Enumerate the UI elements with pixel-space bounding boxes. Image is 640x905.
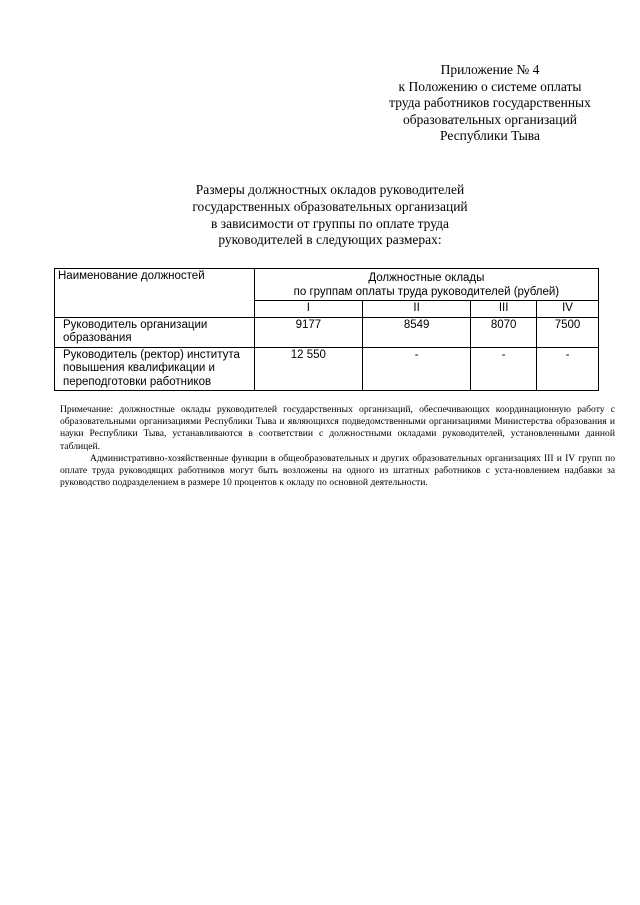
document-title [120,182,540,249]
position-name-cell: Руководитель (ректор) института повышения квалификации и переподготовки работников [55,347,255,391]
title-line: в зависимости от группы по оплате труда [211,215,449,231]
group-header-3: III [471,301,537,318]
appendix-header [360,62,620,145]
appendix-line: Республики Тыва [440,128,540,143]
header-salary-title: Должностные оклады [368,272,485,284]
title-line: руководителей в следующих размерах: [218,232,442,248]
salary-cell: - [537,347,599,391]
salary-cell: - [363,347,471,391]
group-header-1: I [254,301,362,318]
salary-cell: 8070 [471,317,537,347]
title-line: государственных образовательных организаций [192,198,468,214]
title-line: Размеры должностных окладов руководителей [195,182,465,197]
appendix-line: труда работников государственных [389,95,591,110]
appendix-line: к Положению о системе оплаты [398,78,582,94]
salary-cell: 9177 [254,317,362,347]
group-header-4: IV [537,301,599,318]
header-salary-group [254,269,598,301]
table-note [60,404,615,489]
table-row [55,347,599,391]
note-paragraph: Административно-хозяйственные функции в общеобразовательных и других образовательных организациях III и IV групп по оплате труда руководящих работников могут быть возложены на одного из штатных работников с уста-новлением надбавки за руководство подразделением в размере 10 процентов к окладу по основной деятельности. [60,452,615,489]
salary-cell: 7500 [537,317,599,347]
note-paragraph: Примечание: должностные оклады руководителей государственных организаций, обеспечивающих координационную работу с образовательными организациями Республики Тыва и являющихся подведомственными организациями Министерства образования и науки Республики Тыва, устанавливаются в соответствии с должностными окладами руководителей, установленными данной таблицей. [60,404,615,452]
position-name-cell: Руководитель организации образования [55,317,255,347]
salary-cell: 8549 [363,317,471,347]
salary-cell: 12 550 [254,347,362,391]
salary-table [54,268,599,391]
table-header-row [55,269,599,301]
header-salary-subtitle: по группам оплаты труда руководителей (рублей) [293,285,560,298]
table-row [55,317,599,347]
group-header-2: II [363,301,471,318]
appendix-line: образовательных организаций [403,111,577,127]
header-position-name: Наименование должностей [55,269,255,318]
appendix-number: Приложение № 4 [440,62,540,77]
salary-cell: - [471,347,537,391]
